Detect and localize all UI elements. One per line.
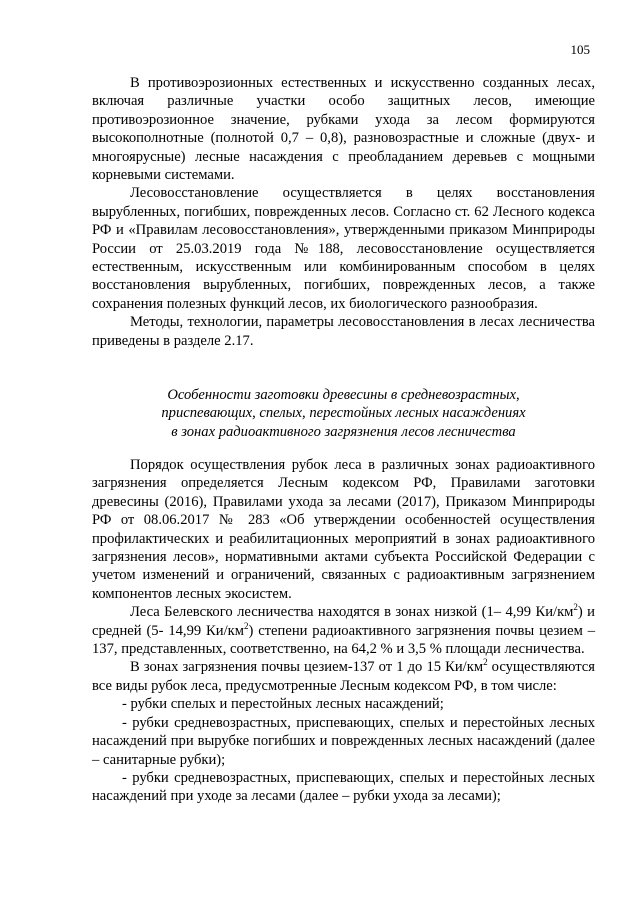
superscript: 2 bbox=[243, 620, 249, 631]
superscript: 2 bbox=[483, 657, 488, 668]
paragraph-felling-procedure: Порядок осуществления рубок леса в различных зонах радиоактивного загрязнения определяется Лесным кодексом РФ, Правилами заготовки древесины (2016), Правилами ухода за лесами (2017), Приказом Минприроды РФ от 08.06.2017 № 283 «Об утверждении особенностей осуществления профилактических и реабилитационных мероприятий в зонах радиоактивного загрязнения лесов», нормативными актами субъекта Российской Федерации с учетом изменений и ограничений, связанных с радиоактивным загрязнением компонентов лесных экосистем. bbox=[92, 457, 595, 602]
paragraph-reforestation: Лесовосстановление осуществляется в целях восстановления вырубленных, погибших, поврежденных лесов. Согласно ст. 62 Лесного кодекса РФ и «Правилам лесовосстановления», утвержденными приказом Минприроды России от 25.03.2019 года №188, лесовосстановление осуществляется естественным, искусственным или комбинированным способом в целях восстановления вырубленных, погибших, поврежденных лесов, а также сохранения полезных функций лесов, их биологического разнообразия. bbox=[92, 185, 595, 312]
section-forestry-text bbox=[92, 74, 595, 350]
text-fragment: осуществляются все виды рубок леса, предусмотренные Лесным кодексом РФ, в том числе: bbox=[92, 659, 595, 694]
section-heading bbox=[92, 386, 595, 441]
list-item: - рубки средневозрастных, приспевающих, спелых и перестойных лесных насаждений при уходе за лесами (далее – рубки ухода за лесами); bbox=[92, 769, 595, 805]
list-item: - рубки средневозрастных, приспевающих, спелых и перестойных лесных насаждений при вырубке погибших и поврежденных лесных насаждений (далее – санитарные рубки); bbox=[92, 714, 595, 768]
paragraph-erosion-forests: В противоэрозионных естественных и искусственно созданных лесах, включая различные участки особо защитных лесов, имеющие противоэрозионное значение, рубками ухода за лесом формируются высокополнотные (полнотой 0,7 – 0,8), разновозрастные и сложные (двух- и многоярусные) лесные насаждения с преобладанием деревьев с мощными корневыми системами. bbox=[92, 75, 595, 184]
heading-line-1: Особенности заготовки древесины в средневозрастных, bbox=[167, 387, 520, 403]
text-fragment: ) степени радиоактивного загрязнения почвы цезием – 137, представленных, соответственно, на 64,2 % и 3,5 % площади лесничества. bbox=[92, 622, 595, 658]
heading-line-3: в зонах радиоактивного загрязнения лесов лесничества bbox=[171, 423, 516, 440]
superscript: 2 bbox=[573, 602, 578, 613]
paragraph-permitted-fellings bbox=[92, 658, 595, 695]
list-item: - рубки спелых и перестойных лесных насаждений; bbox=[122, 696, 444, 713]
paragraph-contamination-zones bbox=[92, 603, 595, 658]
paragraph-reforestation-methods: Методы, технологии, параметры лесовосстановления в лесах лесничества приведены в разделе 2.17. bbox=[92, 314, 595, 349]
text-fragment: В зонах загрязнения почвы цезием-137 от 1 до 15 Ки/км bbox=[130, 659, 484, 676]
text-fragment: ) и средней (5- 14,99 Ки/км bbox=[92, 604, 595, 639]
text-fragment: Леса Белевского лесничества находятся в зонах низкой (1– 4,99 Ки/км bbox=[130, 604, 574, 621]
section-radioactive-zones bbox=[92, 456, 595, 806]
heading-line-2: приспевающих, спелых, перестойных лесных насаждениях bbox=[161, 405, 526, 422]
page-number: 105 bbox=[570, 42, 590, 57]
